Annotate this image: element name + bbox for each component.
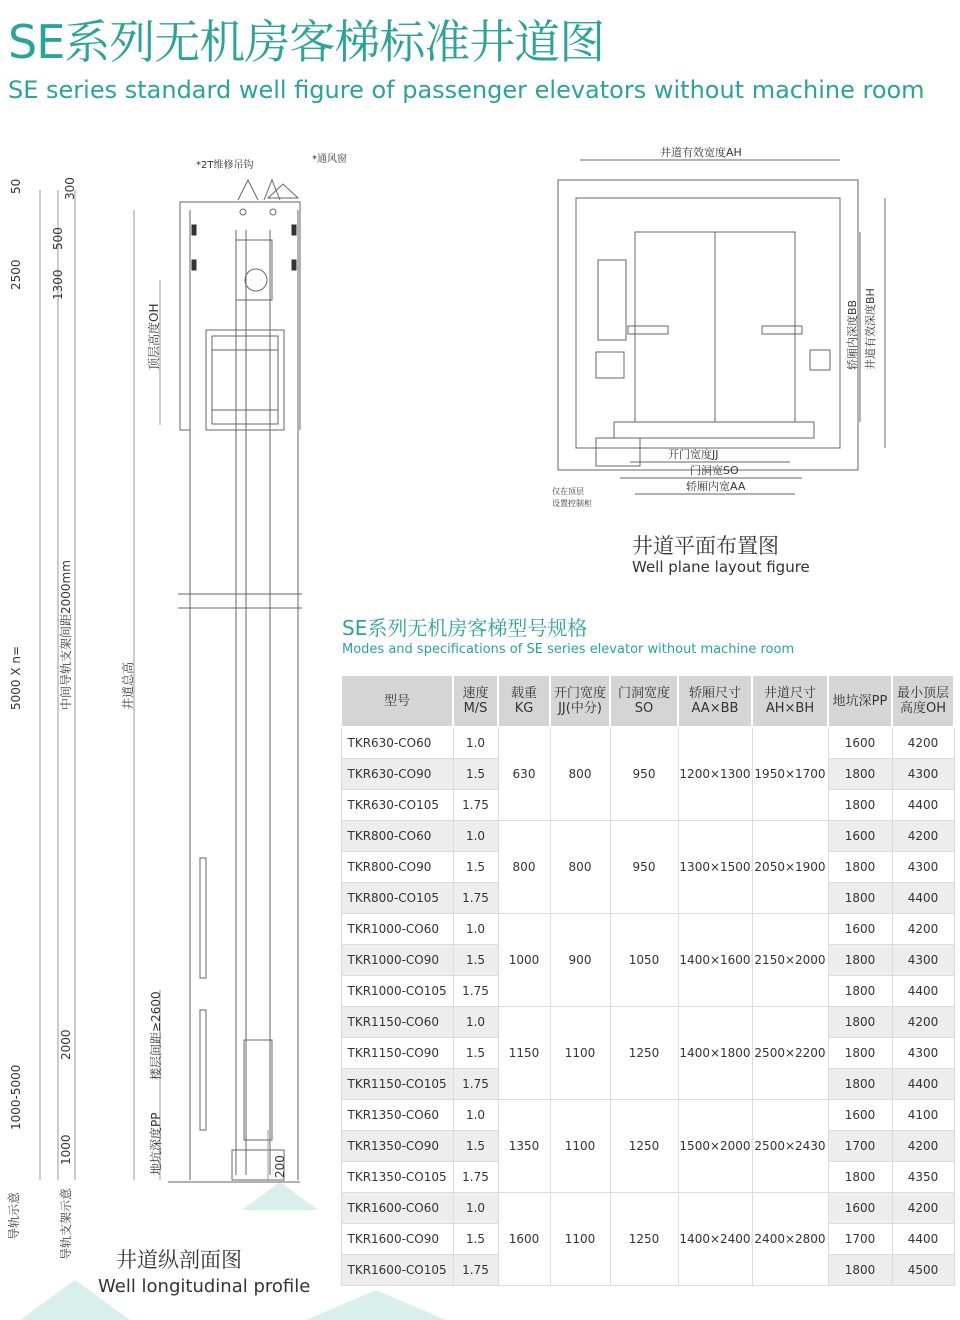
pit-depth-cell: 1700 <box>828 1224 892 1255</box>
overhead-cell: 4400 <box>892 790 954 821</box>
model-cell: TKR1350-CO105 <box>341 1162 453 1193</box>
spec-header-cell <box>550 675 610 727</box>
load-cell: 1600 <box>498 1193 550 1286</box>
model-cell: TKR1000-CO90 <box>341 945 453 976</box>
spec-table-body <box>341 727 954 1286</box>
dim-2500: 2500 <box>9 259 23 290</box>
spec-header-cell <box>892 675 954 727</box>
table-row <box>341 821 954 852</box>
hook-note: *2T维修吊钩 <box>196 160 254 171</box>
pit-depth-cell: 1800 <box>828 1162 892 1193</box>
spec-header-line2: SO <box>634 701 654 716</box>
so-label: 门洞宽SO <box>690 464 739 477</box>
spec-title-en: Modes and specifications of SE series elevator without machine room <box>342 642 795 657</box>
spec-title-cn: SE系列无机房客梯型号规格 <box>342 616 588 640</box>
dim-1300: 1300 <box>51 269 65 300</box>
model-cell: TKR630-CO60 <box>341 727 453 759</box>
well-size-cell: 1950×1700 <box>752 727 828 821</box>
dim-5000xn: 5000 X n= <box>9 645 23 710</box>
profile-caption-en: Well longitudinal profile <box>98 1276 311 1297</box>
rail-legend: 导轨示意 <box>7 1191 21 1240</box>
model-cell: TKR1600-CO105 <box>341 1255 453 1286</box>
cabinet-note-2: 设置控制柜 <box>552 499 592 508</box>
door-opening-cell: 950 <box>610 727 678 821</box>
spec-header-cell <box>453 675 498 727</box>
door-opening-cell: 1050 <box>610 914 678 1007</box>
speed-cell: 1.75 <box>453 1069 498 1100</box>
door-opening-cell: 1250 <box>610 1007 678 1100</box>
door-width-cell: 800 <box>550 727 610 821</box>
speed-cell: 1.5 <box>453 852 498 883</box>
model-cell: TKR1350-CO60 <box>341 1100 453 1131</box>
speed-cell: 1.75 <box>453 883 498 914</box>
well-plane-layout-drawing <box>540 140 890 520</box>
spec-header-line2: 高度OH <box>899 701 946 716</box>
overhead-cell: 4200 <box>892 1007 954 1038</box>
speed-cell: 1.5 <box>453 945 498 976</box>
model-cell: TKR1150-CO60 <box>341 1007 453 1038</box>
car-size-cell: 1400×1800 <box>678 1007 752 1100</box>
well-size-cell: 2050×1900 <box>752 821 828 914</box>
door-opening-cell: 950 <box>610 821 678 914</box>
spec-header-line2: AA×BB <box>691 701 739 716</box>
pit-depth-cell: 1600 <box>828 914 892 945</box>
door-width-cell: 800 <box>550 821 610 914</box>
well-size-cell: 2500×2430 <box>752 1100 828 1193</box>
pit-depth-cell: 1800 <box>828 1038 892 1069</box>
spec-header-line2: M/S <box>463 701 488 716</box>
model-cell: TKR1000-CO60 <box>341 914 453 945</box>
pit-depth-cell: 1800 <box>828 759 892 790</box>
pit-depth-cell: 1600 <box>828 1193 892 1224</box>
model-cell: TKR1350-CO90 <box>341 1131 453 1162</box>
table-row <box>341 727 954 759</box>
door-opening-cell: 1250 <box>610 1100 678 1193</box>
well-size-cell: 2500×2200 <box>752 1007 828 1100</box>
model-cell: TKR800-CO60 <box>341 821 453 852</box>
dim-500: 500 <box>51 227 65 250</box>
dim-50: 50 <box>9 178 23 194</box>
spec-header-line2: KG <box>514 701 534 716</box>
load-cell: 800 <box>498 821 550 914</box>
spec-header-cell <box>828 675 892 727</box>
pit-depth-cell: 1600 <box>828 727 892 759</box>
page-title: SE系列无机房客梯标准井道图 <box>8 15 605 69</box>
overhead-cell: 4400 <box>892 976 954 1007</box>
load-cell: 1150 <box>498 1007 550 1100</box>
overhead-cell: 4200 <box>892 914 954 945</box>
overhead-cell: 4300 <box>892 852 954 883</box>
overhead-cell: 4400 <box>892 1224 954 1255</box>
car-size-cell: 1400×1600 <box>678 914 752 1007</box>
spec-header-line1: 井道尺寸 <box>763 686 816 701</box>
spec-header-cell <box>341 675 453 727</box>
pit-depth-label: 地坑深度PP <box>149 1112 163 1175</box>
speed-cell: 1.0 <box>453 1100 498 1131</box>
spec-header-line1: 门洞宽度 <box>617 686 670 701</box>
overhead-cell: 4200 <box>892 727 954 759</box>
well-size-cell: 2150×2000 <box>752 914 828 1007</box>
plan-caption-en: Well plane layout figure <box>632 558 810 576</box>
overhead-cell: 4300 <box>892 945 954 976</box>
pit-depth-cell: 1700 <box>828 1131 892 1162</box>
overhead-cell: 4350 <box>892 1162 954 1193</box>
speed-cell: 1.75 <box>453 1255 498 1286</box>
dim-300: 300 <box>63 177 77 200</box>
spec-header-cell <box>498 675 550 727</box>
car-size-cell: 1500×2000 <box>678 1100 752 1193</box>
overhead-cell: 4400 <box>892 1069 954 1100</box>
speed-cell: 1.75 <box>453 976 498 1007</box>
spec-header-line1: 载重 <box>510 686 537 701</box>
spec-header-line1: 地坑深PP <box>832 693 888 709</box>
overhead-cell: 4200 <box>892 1131 954 1162</box>
spec-header-cell <box>752 675 828 727</box>
well-size-cell: 2400×2800 <box>752 1193 828 1286</box>
dim-1000-5000: 1000-5000 <box>9 1064 23 1130</box>
pit-depth-cell: 1600 <box>828 1100 892 1131</box>
decor-triangle-right <box>306 1290 446 1320</box>
spec-header-line2: JJ(中分) <box>558 701 602 716</box>
door-width-cell: 1100 <box>550 1007 610 1100</box>
pit-depth-cell: 1800 <box>828 945 892 976</box>
dim-1000: 1000 <box>59 1134 73 1165</box>
spec-header-cell <box>678 675 752 727</box>
cabinet-note-1: 仅在顶层 <box>552 487 584 496</box>
spec-header-line2: AH×BH <box>765 701 815 716</box>
vent-note: *通风窗 <box>312 154 347 165</box>
spec-header-line1: 型号 <box>383 693 410 709</box>
door-opening-cell: 1250 <box>610 1193 678 1286</box>
speed-cell: 1.75 <box>453 790 498 821</box>
overhead-cell: 4300 <box>892 759 954 790</box>
model-cell: TKR800-CO105 <box>341 883 453 914</box>
speed-cell: 1.75 <box>453 1162 498 1193</box>
car-size-cell: 1400×2400 <box>678 1193 752 1286</box>
speed-cell: 1.5 <box>453 759 498 790</box>
door-width-cell: 1100 <box>550 1100 610 1193</box>
car-size-cell: 1200×1300 <box>678 727 752 821</box>
dim-2000: 2000 <box>59 1029 73 1060</box>
rail-bracket-spacing: 中间导轨支架间距2000mm <box>59 560 73 710</box>
load-cell: 630 <box>498 727 550 821</box>
pit-depth-cell: 1800 <box>828 852 892 883</box>
bh-label: 井道有效深度BH <box>864 288 877 370</box>
spec-header-line1: 开门宽度 <box>553 686 606 701</box>
model-cell: TKR1600-CO90 <box>341 1224 453 1255</box>
overhead-cell: 4200 <box>892 821 954 852</box>
floor-spacing-label: 楼层间距≥2600 <box>149 991 163 1080</box>
bb-label: 轿厢内深度BB <box>846 299 859 370</box>
table-row <box>341 1100 954 1131</box>
model-cell: TKR630-CO105 <box>341 790 453 821</box>
speed-cell: 1.0 <box>453 727 498 759</box>
page-subtitle: SE series standard well figure of passenger elevators without machine room <box>8 76 925 104</box>
aa-label: 轿厢内宽AA <box>686 480 746 493</box>
spec-table <box>340 674 955 1286</box>
model-cell: TKR800-CO90 <box>341 852 453 883</box>
spec-header-cell <box>610 675 678 727</box>
load-cell: 1350 <box>498 1100 550 1193</box>
jj-label: 开门宽度JJ <box>668 448 719 461</box>
bracket-legend: 导轨支架示意 <box>59 1187 73 1260</box>
spec-header-line1: 最小顶层 <box>896 686 949 701</box>
overhead-cell: 4500 <box>892 1255 954 1286</box>
pit-depth-cell: 1800 <box>828 883 892 914</box>
overhead-cell: 4200 <box>892 1193 954 1224</box>
ah-label: 井道有效宽度AH <box>660 146 742 159</box>
load-cell: 1000 <box>498 914 550 1007</box>
speed-cell: 1.5 <box>453 1224 498 1255</box>
model-cell: TKR630-CO90 <box>341 759 453 790</box>
door-width-cell: 900 <box>550 914 610 1007</box>
well-total-height-label: 井道总高 <box>121 661 135 710</box>
overhead-cell: 4100 <box>892 1100 954 1131</box>
oh-label: 顶层高度OH <box>147 303 161 370</box>
pit-dim-200: 200 <box>273 1155 287 1178</box>
table-row <box>341 1193 954 1224</box>
pit-depth-cell: 1800 <box>828 1255 892 1286</box>
speed-cell: 1.5 <box>453 1038 498 1069</box>
speed-cell: 1.0 <box>453 1007 498 1038</box>
overhead-cell: 4300 <box>892 1038 954 1069</box>
speed-cell: 1.0 <box>453 914 498 945</box>
spec-header-line1: 轿厢尺寸 <box>688 686 741 701</box>
plan-caption-cn: 井道平面布置图 <box>632 534 779 558</box>
speed-cell: 1.5 <box>453 1131 498 1162</box>
pit-depth-cell: 1800 <box>828 1007 892 1038</box>
table-row <box>341 914 954 945</box>
speed-cell: 1.0 <box>453 821 498 852</box>
model-cell: TKR1150-CO105 <box>341 1069 453 1100</box>
pit-depth-cell: 1800 <box>828 1069 892 1100</box>
car-size-cell: 1300×1500 <box>678 821 752 914</box>
model-cell: TKR1000-CO105 <box>341 976 453 1007</box>
door-width-cell: 1100 <box>550 1193 610 1286</box>
profile-dimension-labels <box>6 177 287 1260</box>
pit-depth-cell: 1800 <box>828 790 892 821</box>
pit-depth-cell: 1800 <box>828 976 892 1007</box>
spec-header-line1: 速度 <box>462 686 489 701</box>
model-cell: TKR1600-CO60 <box>341 1193 453 1224</box>
model-cell: TKR1150-CO90 <box>341 1038 453 1069</box>
profile-caption-cn: 井道纵剖面图 <box>116 1248 242 1272</box>
pit-depth-cell: 1600 <box>828 821 892 852</box>
spec-table-header-row <box>341 675 954 727</box>
table-row <box>341 1007 954 1038</box>
speed-cell: 1.0 <box>453 1193 498 1224</box>
overhead-cell: 4400 <box>892 883 954 914</box>
